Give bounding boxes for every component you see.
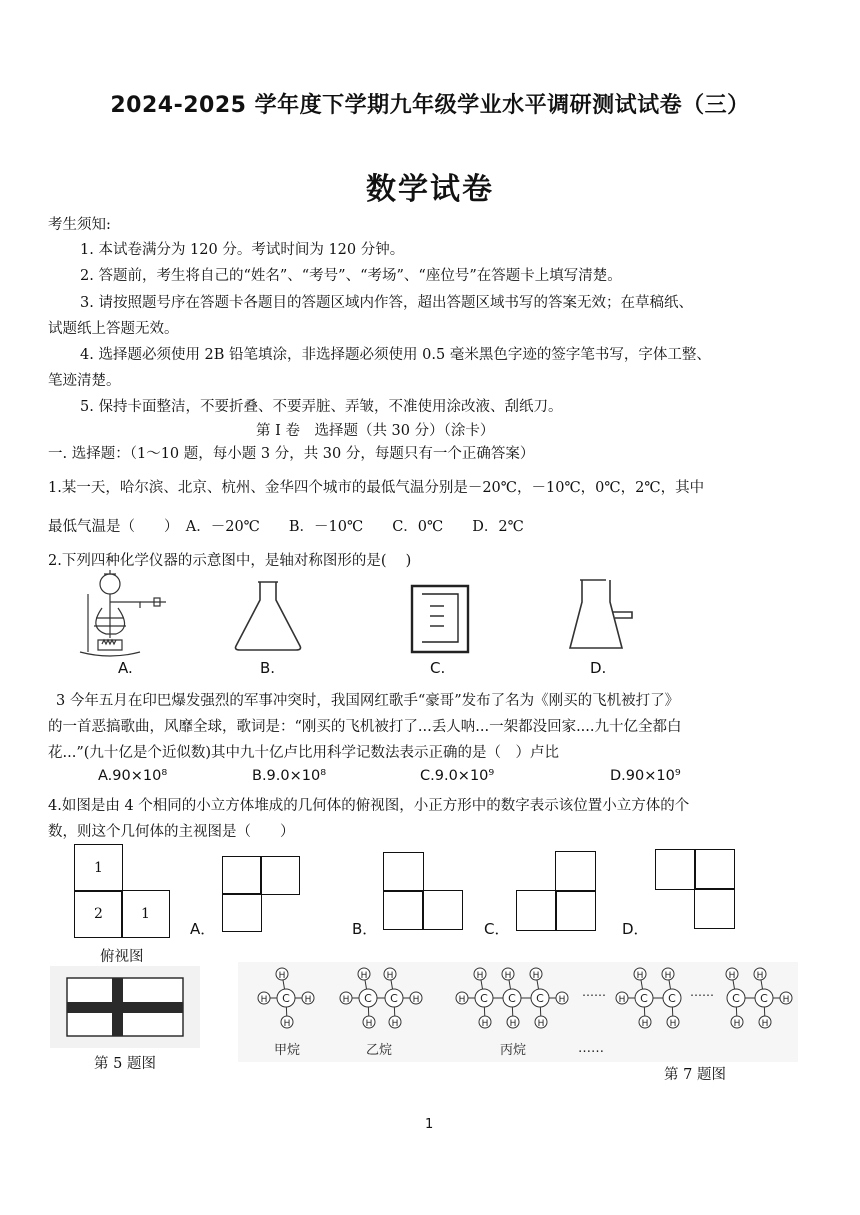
- front-view-cell: [694, 849, 735, 890]
- notice-item-1: 1. 本试卷满分为 120 分。考试时间为 120 分钟。: [80, 242, 405, 258]
- svg-text:H: H: [641, 1019, 649, 1029]
- q4-stem-line1: 4.如图是由 4 个相同的小立方体堆成的几何体的俯视图，小正方形中的数字表示该位置小立方体的个: [48, 798, 690, 814]
- svg-text:C: C: [282, 992, 290, 1005]
- q5-caption: 第 5 题图: [94, 1056, 156, 1072]
- q3-option-c: C.9.0×10⁹: [420, 768, 495, 784]
- apparatus-a-icon: [76, 568, 174, 660]
- q2-label-c: C.: [430, 659, 446, 677]
- q3-stem-line1: 3 今年五月在印巴爆发强烈的军事冲突时，我国网红歌手“豪哥”发布了名为《刚买的飞机被打了》: [56, 693, 680, 709]
- svg-text:H: H: [342, 995, 350, 1005]
- chain-ellipsis-2: ……: [690, 985, 714, 999]
- svg-text:H: H: [537, 1019, 545, 1029]
- svg-text:H: H: [412, 995, 420, 1005]
- molecule-name-propane: 丙烷: [500, 1043, 527, 1058]
- exam-subject-title: 数学试卷: [366, 172, 494, 207]
- carbon-atom: [727, 989, 745, 1007]
- carbon-atom: [475, 989, 493, 1007]
- svg-text:H: H: [509, 1019, 517, 1029]
- q4-stem-line2: 数，则这个几何体的主视图是（ ）: [48, 824, 295, 840]
- carbon-atom: [663, 989, 681, 1007]
- q2-label-a: A.: [118, 659, 133, 677]
- q3-option-d: D.90×10⁹: [610, 768, 681, 784]
- svg-text:H: H: [636, 971, 644, 981]
- front-view-cell: [222, 893, 262, 932]
- svg-text:C: C: [364, 992, 372, 1005]
- q3-option-b: B.9.0×10⁸: [252, 768, 327, 784]
- svg-text:H: H: [386, 971, 394, 981]
- q1-options: 最低气温是（ ） A．－20℃ B．－10℃ C．0℃ D．2℃: [48, 519, 524, 535]
- svg-text:C: C: [668, 992, 676, 1005]
- svg-text:H: H: [532, 971, 540, 981]
- front-view-cell: [655, 849, 696, 890]
- top-view-caption: 俯视图: [100, 949, 144, 965]
- q2-label-d: D.: [590, 659, 607, 677]
- carbon-atom: [359, 989, 377, 1007]
- svg-text:H: H: [558, 995, 566, 1005]
- notice-item-2: 2. 答题前，考生将自己的“姓名”、“考号”、“考场”、“座位号”在答题卡上填写清楚。: [80, 268, 622, 284]
- q7-alkane-figure: [238, 962, 798, 1062]
- molecule-name-methane: 甲烷: [274, 1043, 301, 1058]
- front-view-cell: [516, 890, 557, 931]
- q3-stem-line2: 的一首恶搞歌曲，风靡全球，歌词是：“刚买的飞机被打了...丢人呐...一架都没回家....九十亿全都白: [48, 719, 682, 735]
- q4-label-a: A．: [190, 920, 216, 938]
- notice-heading: 考生须知:: [48, 217, 111, 233]
- svg-text:H: H: [458, 995, 466, 1005]
- q1-stem: 1.某一天，哈尔滨、北京、杭州、金华四个城市的最低气温分别是－20℃，－10℃，0℃，2℃，其中: [48, 480, 705, 496]
- page-number: 1: [425, 1117, 434, 1132]
- svg-text:C: C: [536, 992, 544, 1005]
- front-view-cell: [222, 856, 262, 895]
- svg-text:H: H: [664, 971, 672, 981]
- beaker-c-icon: [408, 582, 472, 654]
- svg-text:H: H: [260, 995, 268, 1005]
- carbon-atom: [385, 989, 403, 1007]
- q2-stem: 2.下列四种化学仪器的示意图中，是轴对称图形的是( ): [48, 553, 412, 569]
- front-view-cell: [383, 890, 424, 930]
- notice-item-5: 5. 保持卡面整洁，不要折叠、不要弄脏、弄皱，不准使用涂改液、刮纸刀。: [80, 399, 563, 415]
- q4-label-d: D．: [622, 920, 649, 938]
- q3-option-a: A.90×10⁸: [98, 768, 168, 784]
- notice-item-3-cont: 试题纸上答题无效。: [48, 321, 179, 337]
- carbon-atom: [531, 989, 549, 1007]
- molecule-name-ethane: 乙烷: [366, 1043, 393, 1058]
- top-view-cell: 1: [74, 844, 123, 892]
- carbon-atom: [755, 989, 773, 1007]
- top-view-cell: 1: [121, 890, 170, 938]
- exam-header-title: 2024-2025 学年度下学期九年级学业水平调研测试试卷（三）: [110, 93, 750, 118]
- svg-text:H: H: [669, 1019, 677, 1029]
- part1-title: 第 Ⅰ 卷 选择题（共 30 分）（涂卡）: [256, 423, 495, 439]
- front-view-cell: [555, 890, 596, 931]
- notice-item-4: 4. 选择题必须使用 2B 铅笔填涂，非选择题必须使用 0.5 毫米黑色字迹的签字笔书写，字体工整、: [80, 347, 711, 363]
- q3-stem-line3: 花...”(九十亿是个近似数)其中九十亿卢比用科学记数法表示正确的是（ ）卢比: [48, 745, 560, 761]
- svg-text:C: C: [390, 992, 398, 1005]
- svg-text:C: C: [640, 992, 648, 1005]
- svg-text:H: H: [278, 971, 286, 981]
- svg-text:H: H: [476, 971, 484, 981]
- front-view-cell: [383, 852, 424, 892]
- q4-label-b: B．: [352, 920, 378, 938]
- svg-text:H: H: [360, 971, 368, 981]
- svg-text:C: C: [480, 992, 488, 1005]
- front-view-cell: [260, 856, 300, 895]
- svg-text:H: H: [365, 1019, 373, 1029]
- q4-label-c: C．: [484, 920, 510, 938]
- q7-caption: 第 7 题图: [664, 1067, 726, 1083]
- svg-text:H: H: [283, 1019, 291, 1029]
- svg-text:H: H: [304, 995, 312, 1005]
- carbon-atom: [277, 989, 295, 1007]
- filter-flask-d-icon: [566, 576, 638, 654]
- carbon-atom: [503, 989, 521, 1007]
- chain-ellipsis-1: ……: [582, 985, 606, 999]
- svg-text:H: H: [761, 1019, 769, 1029]
- flask-b-icon: [232, 578, 304, 654]
- svg-text:H: H: [733, 1019, 741, 1029]
- svg-text:C: C: [732, 992, 740, 1005]
- svg-text:H: H: [756, 971, 764, 981]
- top-view-cell: 2: [74, 890, 123, 938]
- front-view-cell: [694, 888, 735, 929]
- svg-text:H: H: [618, 995, 626, 1005]
- molecule-name-ellipsis: ……: [578, 1041, 604, 1056]
- svg-text:H: H: [728, 971, 736, 981]
- svg-text:H: H: [782, 995, 790, 1005]
- section-title: 一. 选择题：（1～10 题，每小题 3 分，共 30 分，每题只有一个正确答案）: [48, 446, 535, 462]
- svg-text:H: H: [481, 1019, 489, 1029]
- notice-item-3: 3. 请按照题号序在答题卡各题目的答题区域内作答，超出答题区域书写的答案无效；在草稿纸、: [80, 295, 693, 311]
- svg-text:H: H: [504, 971, 512, 981]
- front-view-cell: [555, 851, 596, 892]
- q5-cross-figure: [50, 966, 200, 1048]
- q2-label-b: B.: [260, 659, 276, 677]
- carbon-atom: [635, 989, 653, 1007]
- notice-item-4-cont: 笔迹清楚。: [48, 373, 121, 389]
- front-view-cell: [422, 890, 463, 930]
- svg-text:C: C: [760, 992, 768, 1005]
- svg-text:H: H: [391, 1019, 399, 1029]
- svg-text:C: C: [508, 992, 516, 1005]
